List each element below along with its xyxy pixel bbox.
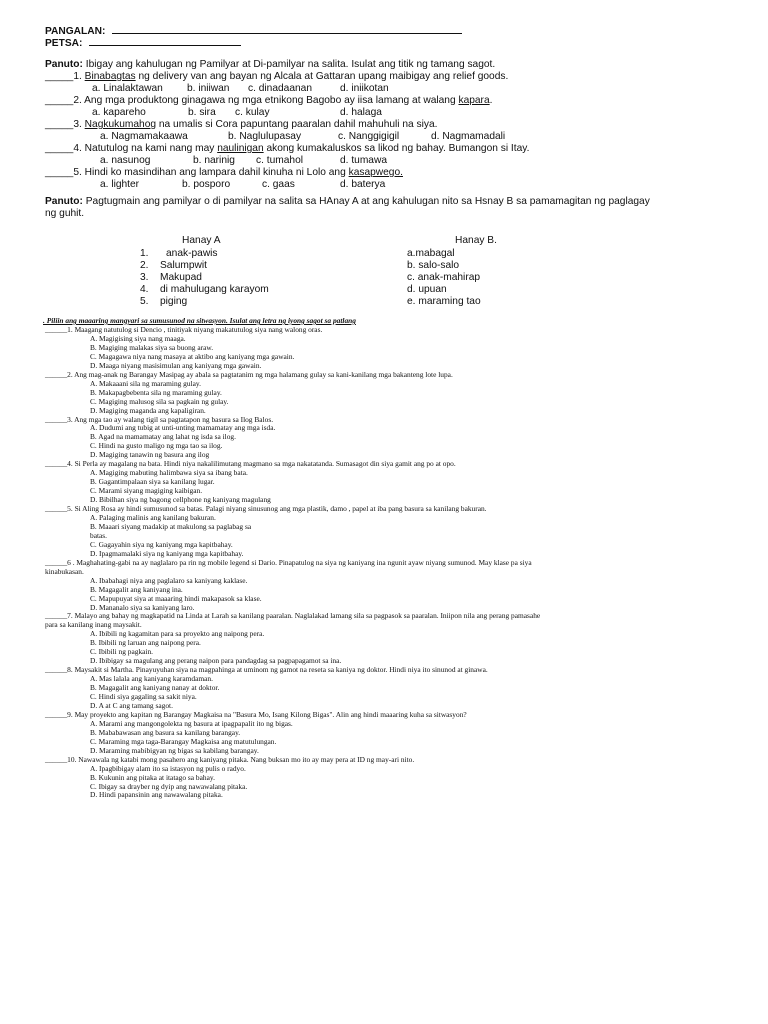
- panuto-label: Panuto:: [45, 59, 83, 70]
- part2-instruction: [45, 196, 650, 208]
- question-text-post: .: [489, 95, 493, 106]
- scenario-choice: B. Gagantimpalaan siya sa kanilang lugar.: [90, 477, 215, 487]
- scenario-choice: A. Magiging mabuting halimbawa siya sa ibang bata.: [90, 468, 248, 478]
- panuto-label-2: Panuto:: [45, 196, 83, 207]
- question-text-post: akong kumakaluskos sa likod ng bahay. Bumangon si Itay.: [263, 143, 530, 154]
- answer-choice: d. tumawa: [340, 155, 387, 166]
- scenario-choice: A. Dudumi ang tubig at unti-unting mamamatay ang mga isda.: [90, 423, 276, 433]
- part1-instruction-text: Ibigay ang kahulugan ng Pamilyar at Di-pamilyar na salita. Isulat ang titik ng tamang sagot.: [85, 59, 496, 70]
- part3-instruction: . Piliin ang maaaring mangyari sa sumusunod na sitwasyon. Isulat ang letra ng iyong sagot sa patlang: [43, 316, 356, 325]
- question-item: [45, 143, 529, 155]
- scenario-choice: A. Ipagbibigay alam ito sa istasyon ng pulis o radyo.: [90, 763, 246, 773]
- hanay-a-item: anak-pawis: [166, 248, 218, 259]
- name-label: PANGALAN:: [45, 26, 106, 37]
- scenario-choice: C. Ibibili ng pagkain.: [90, 647, 154, 657]
- hanay-b-item: c. anak-mahirap: [407, 272, 481, 283]
- scenario-choice: B. Maaari siyang madakip at makulong sa paglabag sa: [90, 521, 252, 531]
- scenario-text: ______1. Maagang natutulog si Dencio , tinitiyak niyang makatutulog siya nang walong oras.: [45, 325, 323, 334]
- scenario-choice: D. Hindi papansinin ang nawawalang pitaka.: [90, 790, 223, 800]
- scenario-choice: D. A at C ang tamang sagot.: [90, 700, 173, 710]
- scenario-choice: A. Mas lalala ang kaniyang karamdaman.: [90, 674, 213, 684]
- scenario-choice: B. Kukunin ang pitaka at itatago sa bahay.: [90, 772, 215, 782]
- scenario-choice: batas.: [90, 530, 108, 540]
- answer-choice: a. lighter: [100, 179, 140, 190]
- scenario-choice: B. Agad na mamamatay ang lahat ng isda sa ilog.: [90, 432, 236, 442]
- date-label: PETSA:: [45, 38, 83, 49]
- question-item: [45, 95, 492, 107]
- question-text-post: na umalis si Cora papuntang paaralan dahil mahuhuli na siya.: [156, 119, 438, 130]
- question-text-post: ng delivery van ang bayan ng Alcala at Gattaran upang maibigay ang relief goods.: [135, 71, 509, 82]
- hanay-b-item: a.mabagal: [407, 248, 455, 259]
- hanay-b-item: d. upuan: [407, 284, 447, 295]
- target-word: kasapwego.: [348, 167, 403, 178]
- hanay-a-number: 2.: [140, 260, 149, 271]
- answer-blank[interactable]: _____: [45, 95, 74, 106]
- scenario-choice: B. Ibibili ng laruan ang naipong pera.: [90, 638, 201, 648]
- scenario-choice: C. Ibigay sa drayber ng dyip ang nawawalang pitaka.: [90, 781, 248, 791]
- target-word: naulinigan: [217, 143, 264, 154]
- scenario-text: kinabukasan.: [45, 566, 84, 576]
- hanay-a-number: 3.: [140, 272, 149, 283]
- scenario-choice: C. Gagayahin siya ng kaniyang mga kapitbahay.: [90, 539, 233, 549]
- scenario-choice: B. Makapagbebenta sila ng maraming gulay.: [90, 387, 222, 397]
- question-text-pre: 3.: [73, 119, 85, 130]
- hanay-a-item: Salumpwit: [160, 260, 207, 271]
- answer-choice: d. halaga: [340, 107, 382, 118]
- answer-choice: b. sira: [188, 107, 216, 118]
- part1-instruction: [45, 59, 495, 71]
- scenario-choice: C. Maraming mga taga-Barangay Magkaisa ang matutulungan.: [90, 736, 277, 746]
- question-text-pre: 4. Natutulog na kami nang may: [73, 143, 218, 154]
- question-text-pre: 1.: [73, 71, 85, 82]
- answer-choice: d. iniikotan: [340, 83, 389, 94]
- hanay-b-title: Hanay B.: [455, 235, 497, 246]
- scenario-choice: C. Magagawa niya nang masaya at aktibo ang kaniyang mga gawain.: [90, 351, 295, 361]
- answer-choice: c. tumahol: [256, 155, 303, 166]
- scenario-choice: C. Hindi na gusto maligo ng mga tao sa ilog.: [90, 441, 223, 451]
- scenario-choice: D. Mananalo siya sa kaniyang laro.: [90, 602, 195, 612]
- hanay-a-number: 5.: [140, 296, 149, 307]
- answer-choice: a. nasunog: [100, 155, 151, 166]
- scenario-choice: C. Mapupuyat siya at maaaring hindi makapasok sa klase.: [90, 593, 262, 603]
- scenario-choice: D. Ibibigay sa magulang ang perang naipon para pandagdag sa pagpapagamot sa ina.: [90, 656, 342, 666]
- answer-choice: a. kapareho: [92, 107, 146, 118]
- answer-blank[interactable]: _____: [45, 71, 74, 82]
- scenario-choice: D. Ipagmamalaki siya ng kaniyang mga kapitbahay.: [90, 548, 244, 558]
- answer-choice: c. Nanggigigil: [338, 131, 400, 142]
- hanay-a-number: 1.: [140, 248, 149, 259]
- scenario-choice: D. Maraming mabibigyan ng bigas sa kabilang barangay.: [90, 745, 259, 755]
- scenario-choice: C. Hindi siya gagaling sa sakit niya.: [90, 692, 197, 701]
- answer-choice: d. baterya: [340, 179, 386, 190]
- question-item: [45, 167, 403, 179]
- answer-choice: d. Nagmamadali: [431, 131, 506, 142]
- scenario-choice: A. Marami ang mangongolekta ng basura at ipagpapalit ito ng bigas.: [90, 718, 293, 728]
- scenario-choice: D. Magiging tanawin ng basura ang ilog: [90, 450, 210, 460]
- scenario-choice: A. Makaaani sila ng maraming gulay.: [90, 378, 201, 388]
- scenario-choice: A. Magigising siya nang maaga.: [90, 333, 186, 343]
- part2-instruction-line2: ng guhit.: [45, 208, 85, 219]
- question-item: [45, 71, 508, 83]
- scenario-text: ______2. Ang mag-anak ng Barangay Masipag ay abala sa pagtatanim ng mga halamang gulay sa kani-kanilang mga bakanteng lote lupa.: [45, 369, 453, 379]
- scenario-text: ______3. Ang mga tao ay walang tigil sa pagtatapon ng basura sa Ilog Balos.: [45, 414, 274, 424]
- scenario-text: ______4. Si Perla ay magalang na bata. Hindi niya nakalilimutang magmano sa mga nakatatanda. Sumasagot din siya gamit ang po at opo.: [45, 459, 456, 469]
- question-item: [45, 119, 438, 131]
- question-text-pre: 2. Ang mga produktong ginagawa ng mga etnikong Bagobo ay iisa lamang at walang: [73, 95, 459, 106]
- target-word: kapara: [458, 95, 490, 106]
- date-line: [89, 36, 241, 46]
- hanay-b-item: b. salo-salo: [407, 260, 460, 271]
- answer-choice: b. Naglulupasay: [228, 131, 302, 142]
- part2-instruction-line1: Pagtugmain ang pamilyar o di pamilyar na salita sa HAnay A at ang kahulugan nito sa Hsnay B sa pamamagitan ng paglagay: [85, 196, 650, 207]
- scenario-text: para sa kanilang inang maysakit.: [45, 620, 142, 630]
- scenario-choice: C. Marami siyang magiging kaibigan.: [90, 486, 203, 496]
- scenario-text: ______5. Si Aling Rosa ay hindi sumusunod sa batas. Palagi niyang sinusunog ang mga plastik, damo , papel at iba pang basura sa kanilang bakuran.: [45, 504, 487, 513]
- answer-choice: a. Nagmamakaawa: [100, 131, 188, 142]
- scenario-choice: D. Maaga niyang masisimulan ang kaniyang mga gawain.: [90, 360, 262, 370]
- scenario-choice: D. Magiging maganda ang kapaligiran.: [90, 405, 206, 415]
- answer-blank[interactable]: _____: [45, 143, 74, 154]
- scenario-text: ______8. Maysakit si Martha. Pinayuyuhan siya na magpahinga at uminom ng gamot na reseta sa kaniya ng doktor. Hindi niya ito sinunod at ginawa.: [45, 665, 488, 675]
- target-word: Binabagtas: [84, 71, 136, 82]
- scenario-choice: B. Magagalit ang kaniyang nanay at doktor.: [90, 683, 220, 692]
- answer-choice: b. posporo: [182, 179, 231, 190]
- hanay-b-item: e. maraming tao: [407, 296, 481, 307]
- hanay-a-item: piging: [160, 296, 188, 307]
- scenario-choice: B. Magiging malakas siya sa buong araw.: [90, 342, 214, 352]
- answer-blank[interactable]: _____: [45, 167, 74, 178]
- scenario-choice: D. Bibilhan siya ng bagong cellphone ng kaniyang magulang: [90, 495, 271, 504]
- scenario-choice: A. Palaging malinis ang kanilang bakuran.: [90, 512, 216, 522]
- answer-choice: c. dinadaanan: [248, 83, 313, 94]
- scenario-choice: A. Ibibili ng kagamitan para sa proyekto ang naipong pera.: [90, 629, 265, 639]
- scenario-text: ______9. May proyekto ang kapitan ng Barangay Magkaisa na "Basura Mo, Isang Kilong Bigas". Alin ang hindi maaaring kuha sa sitwasyon?: [45, 709, 467, 719]
- hanay-a-number: 4.: [140, 284, 149, 295]
- scenario-text: ______7. Malayo ang bahay ng magkapatid na Linda at Larah sa kanilang paaralan. Naglalakad lamang sila sa pagpasok sa paaralan. Iniipon nila ang perang pamasahe: [45, 611, 541, 621]
- scenario-text: ______10. Nawawala ng katabi mong pasahero ang kaniyang pitaka. Nang buksan mo ito ay may pera at ID ng may-ari nito.: [45, 754, 415, 764]
- scenario-choice: A. Ibabahagi niya ang paglalaro sa kaniyang kaklase.: [90, 575, 248, 585]
- scenario-text: ______6 . Maghahating-gabi na ay naglalaro pa rin ng mobile legend si Dario. Pinapatulog na siya ng kaniyang ina ngunit ayaw niyang sumunod. May klase pa siya: [45, 557, 532, 567]
- answer-choice: c. kulay: [235, 107, 270, 118]
- answer-choice: c. gaas: [262, 179, 295, 190]
- answer-choice: a. Linalaktawan: [92, 83, 163, 94]
- date-field: [45, 36, 241, 50]
- hanay-a-item: di mahulugang karayom: [160, 284, 269, 295]
- answer-choice: b. iniiwan: [187, 83, 230, 94]
- name-line: [112, 24, 462, 34]
- answer-choice: b. narinig: [193, 155, 235, 166]
- hanay-a-title: Hanay A: [182, 235, 221, 246]
- question-text-pre: 5. Hindi ko masindihan ang lampara dahil kinuha ni Lolo ang: [73, 167, 349, 178]
- scenario-choice: B. Magagalit ang kaniyang ina.: [90, 584, 183, 594]
- answer-blank[interactable]: _____: [45, 119, 74, 130]
- hanay-a-item: Makupad: [160, 272, 202, 283]
- scenario-choice: C. Magiging malusog sila sa pagkain ng gulay.: [90, 396, 229, 406]
- target-word: Nagkukumahog: [84, 119, 157, 130]
- scenario-choice: B. Mababawasan ang basura sa kanilang barangay.: [90, 727, 241, 737]
